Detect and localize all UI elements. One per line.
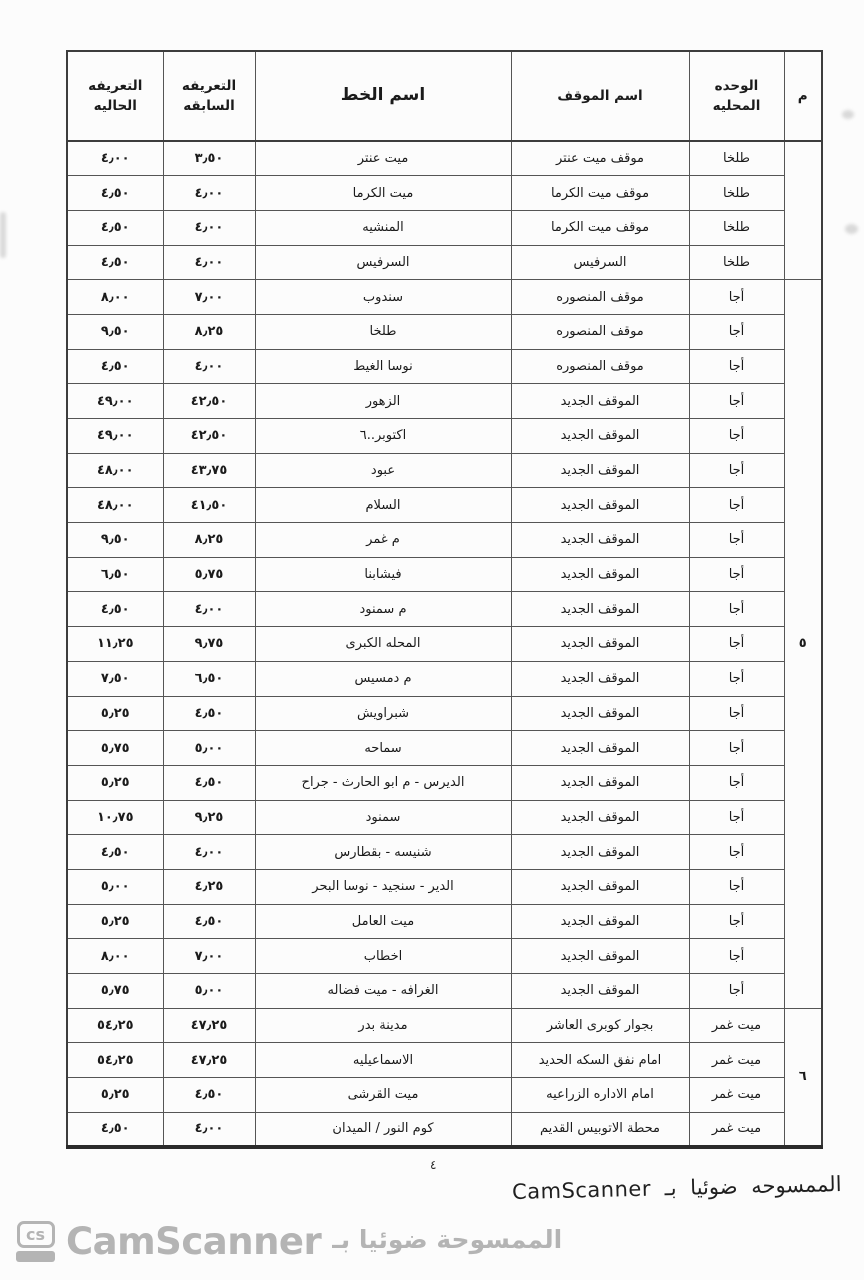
stop-cell: الموقف الجديد <box>511 557 689 592</box>
unit-cell: أجا <box>689 904 784 939</box>
line-cell: ميت الكرما <box>255 176 511 211</box>
stop-cell: الموقف الجديد <box>511 523 689 558</box>
unit-cell: أجا <box>689 453 784 488</box>
tariff-table-body <box>67 141 822 1147</box>
line-cell: نوسا الغيط <box>255 349 511 384</box>
curr-tariff-cell: ٤٨٫٠٠ <box>67 488 163 523</box>
prev-tariff-cell: ٤٫٥٠ <box>163 696 255 731</box>
curr-tariff-cell: ٧٫٥٠ <box>67 661 163 696</box>
unit-cell: أجا <box>689 314 784 349</box>
prev-tariff-cell: ٩٫٢٥ <box>163 800 255 835</box>
curr-tariff-cell: ٤٫٥٠ <box>67 1112 163 1147</box>
table-row <box>67 280 822 315</box>
curr-tariff-cell: ٥٫٠٠ <box>67 869 163 904</box>
stop-cell: موقف ميت الكرما <box>511 210 689 245</box>
camscanner-arabic-text: الممسوحة ضوئيا بـ <box>332 1225 563 1254</box>
scan-speck <box>845 224 858 234</box>
prev-tariff-cell: ٤٫٥٠ <box>163 765 255 800</box>
prev-tariff-cell: ٤١٫٥٠ <box>163 488 255 523</box>
curr-tariff-cell: ١٠٫٧٥ <box>67 800 163 835</box>
curr-tariff-cell: ٤٩٫٠٠ <box>67 384 163 419</box>
line-cell: فيشابنا <box>255 557 511 592</box>
table-row <box>67 141 822 176</box>
prev-tariff-cell: ٧٫٠٠ <box>163 939 255 974</box>
curr-tariff-cell: ٥٫٧٥ <box>67 974 163 1009</box>
table-row <box>67 800 822 835</box>
curr-tariff-cell: ٥٫٢٥ <box>67 696 163 731</box>
prev-tariff-cell: ٤٫٢٥ <box>163 869 255 904</box>
stop-cell: موقف ميت عنتر <box>511 141 689 176</box>
prev-tariff-cell: ٤٫٠٠ <box>163 1112 255 1147</box>
prev-tariff-cell: ٦٫٥٠ <box>163 661 255 696</box>
line-cell: طلخا <box>255 314 511 349</box>
unit-cell: أجا <box>689 627 784 662</box>
prev-tariff-cell: ٤٫٠٠ <box>163 592 255 627</box>
stop-cell: محطة الاتوبيس القديم <box>511 1112 689 1147</box>
unit-cell: أجا <box>689 419 784 454</box>
unit-cell: أجا <box>689 280 784 315</box>
line-cell: مدينة بدر <box>255 1008 511 1043</box>
table-row <box>67 1112 822 1147</box>
header-row <box>67 51 822 141</box>
prev-tariff-cell: ٨٫٢٥ <box>163 523 255 558</box>
unit-cell: طلخا <box>689 245 784 280</box>
line-cell: الزهور <box>255 384 511 419</box>
line-cell: سندوب <box>255 280 511 315</box>
line-cell: كوم النور / الميدان <box>255 1112 511 1147</box>
line-cell: سمنود <box>255 800 511 835</box>
line-cell: المحله الكبرى <box>255 627 511 662</box>
table-row <box>67 661 822 696</box>
camscanner-brand-text: CamScanner <box>66 1220 322 1263</box>
curr-tariff-cell: ٥٤٫٢٥ <box>67 1008 163 1043</box>
header-serial: م <box>784 51 822 141</box>
stop-cell: الموقف الجديد <box>511 869 689 904</box>
stop-cell: الموقف الجديد <box>511 627 689 662</box>
stop-cell: الموقف الجديد <box>511 765 689 800</box>
curr-tariff-cell: ٥٫٢٥ <box>67 1078 163 1113</box>
line-cell: شبراويش <box>255 696 511 731</box>
stop-cell: امام الاداره الزراعيه <box>511 1078 689 1113</box>
stop-cell: الموقف الجديد <box>511 974 689 1009</box>
stop-cell: السرفيس <box>511 245 689 280</box>
line-cell: شنيسه - بقطارس <box>255 835 511 870</box>
unit-cell: طلخا <box>689 210 784 245</box>
line-cell: م غمر <box>255 523 511 558</box>
prev-tariff-cell: ٧٫٠٠ <box>163 280 255 315</box>
prev-tariff-cell: ٣٫٥٠ <box>163 141 255 176</box>
table-row <box>67 974 822 1009</box>
curr-tariff-cell: ٦٫٥٠ <box>67 557 163 592</box>
line-cell: ميت القرشى <box>255 1078 511 1113</box>
unit-cell: أجا <box>689 592 784 627</box>
line-cell: السرفيس <box>255 245 511 280</box>
table-row <box>67 419 822 454</box>
camscanner-logo-cs-text: cs <box>17 1221 55 1248</box>
serial-cell: ٥ <box>784 280 822 1008</box>
table-row <box>67 1043 822 1078</box>
handwritten-camscanner-note: الممسوحه ضوئيا بـ CamScanner <box>512 1171 843 1205</box>
unit-cell: طلخا <box>689 141 784 176</box>
curr-tariff-cell: ٤٫٠٠ <box>67 141 163 176</box>
unit-cell: أجا <box>689 557 784 592</box>
unit-cell: أجا <box>689 661 784 696</box>
stop-cell: الموقف الجديد <box>511 661 689 696</box>
curr-tariff-cell: ٥٫٢٥ <box>67 765 163 800</box>
table-row <box>67 904 822 939</box>
unit-cell: ميت غمر <box>689 1112 784 1147</box>
unit-cell: أجا <box>689 835 784 870</box>
prev-tariff-cell: ٤٫٥٠ <box>163 904 255 939</box>
table-row <box>67 731 822 766</box>
unit-cell: أجا <box>689 939 784 974</box>
prev-tariff-cell: ٤٫٥٠ <box>163 1078 255 1113</box>
stop-cell: الموقف الجديد <box>511 731 689 766</box>
line-cell: اكتوبر..٦ <box>255 419 511 454</box>
table-row <box>67 1008 822 1043</box>
curr-tariff-cell: ٤٩٫٠٠ <box>67 419 163 454</box>
header-line-name: اسم الخط <box>255 51 511 141</box>
page-number: ٤ <box>430 1158 437 1172</box>
table-row <box>67 939 822 974</box>
header-local-unit: الوحده المحليه <box>689 51 784 141</box>
table-row <box>67 627 822 662</box>
header-stop-name: اسم الموقف <box>511 51 689 141</box>
unit-cell: أجا <box>689 696 784 731</box>
unit-cell: أجا <box>689 488 784 523</box>
curr-tariff-cell: ٤٫٥٠ <box>67 176 163 211</box>
stop-cell: الموقف الجديد <box>511 419 689 454</box>
unit-cell: أجا <box>689 384 784 419</box>
stop-cell: موقف المنصوره <box>511 280 689 315</box>
unit-cell: أجا <box>689 974 784 1009</box>
table-row <box>67 592 822 627</box>
curr-tariff-cell: ٥٫٢٥ <box>67 904 163 939</box>
table-row <box>67 245 822 280</box>
stop-cell: الموقف الجديد <box>511 488 689 523</box>
stop-cell: الموقف الجديد <box>511 835 689 870</box>
scan-speck <box>0 212 6 258</box>
prev-tariff-cell: ٤٫٠٠ <box>163 210 255 245</box>
unit-cell: أجا <box>689 765 784 800</box>
unit-cell: أجا <box>689 349 784 384</box>
line-cell: اخطاب <box>255 939 511 974</box>
line-cell: الغرافه - ميت فضاله <box>255 974 511 1009</box>
table-row <box>67 210 822 245</box>
stop-cell: الموقف الجديد <box>511 696 689 731</box>
curr-tariff-cell: ٩٫٥٠ <box>67 314 163 349</box>
prev-tariff-cell: ٥٫٠٠ <box>163 731 255 766</box>
header-previous-tariff: التعريفه السابقه <box>163 51 255 141</box>
prev-tariff-cell: ٤٣٫٧٥ <box>163 453 255 488</box>
stop-cell: الموقف الجديد <box>511 592 689 627</box>
curr-tariff-cell: ١١٫٢٥ <box>67 627 163 662</box>
table-row <box>67 488 822 523</box>
stop-cell: امام نفق السكه الحديد <box>511 1043 689 1078</box>
table-row <box>67 835 822 870</box>
prev-tariff-cell: ٤٢٫٥٠ <box>163 419 255 454</box>
table-row <box>67 1078 822 1113</box>
table-row <box>67 176 822 211</box>
unit-cell: أجا <box>689 731 784 766</box>
stop-cell: الموقف الجديد <box>511 939 689 974</box>
line-cell: م سمنود <box>255 592 511 627</box>
curr-tariff-cell: ٨٫٠٠ <box>67 280 163 315</box>
camscanner-watermark <box>16 1220 562 1263</box>
header-current-tariff: التعريفه الحاليه <box>67 51 163 141</box>
table-row <box>67 523 822 558</box>
table-row <box>67 696 822 731</box>
line-cell: عبود <box>255 453 511 488</box>
stop-cell: الموقف الجديد <box>511 453 689 488</box>
unit-cell: أجا <box>689 869 784 904</box>
prev-tariff-cell: ٤٧٫٢٥ <box>163 1008 255 1043</box>
table-row <box>67 557 822 592</box>
curr-tariff-cell: ٤٫٥٠ <box>67 210 163 245</box>
line-cell: م دمسيس <box>255 661 511 696</box>
curr-tariff-cell: ٤٫٥٠ <box>67 245 163 280</box>
curr-tariff-cell: ٥٫٧٥ <box>67 731 163 766</box>
stop-cell: موقف ميت الكرما <box>511 176 689 211</box>
camscanner-logo-base <box>16 1251 55 1262</box>
table-row <box>67 314 822 349</box>
unit-cell: طلخا <box>689 176 784 211</box>
unit-cell: أجا <box>689 800 784 835</box>
line-cell: ميت عنتر <box>255 141 511 176</box>
line-cell: الديرس - م ابو الحارث - جراح <box>255 765 511 800</box>
serial-cell <box>784 141 822 280</box>
table-row <box>67 349 822 384</box>
curr-tariff-cell: ٤٨٫٠٠ <box>67 453 163 488</box>
tariff-table-header <box>67 51 822 141</box>
stop-cell: بجوار كوبرى العاشر <box>511 1008 689 1043</box>
camscanner-logo-icon <box>16 1221 55 1262</box>
prev-tariff-cell: ٤٫٠٠ <box>163 835 255 870</box>
unit-cell: ميت غمر <box>689 1078 784 1113</box>
curr-tariff-cell: ٨٫٠٠ <box>67 939 163 974</box>
curr-tariff-cell: ٩٫٥٠ <box>67 523 163 558</box>
table-row <box>67 453 822 488</box>
unit-cell: أجا <box>689 523 784 558</box>
prev-tariff-cell: ٤٧٫٢٥ <box>163 1043 255 1078</box>
stop-cell: الموقف الجديد <box>511 800 689 835</box>
curr-tariff-cell: ٥٤٫٢٥ <box>67 1043 163 1078</box>
curr-tariff-cell: ٤٫٥٠ <box>67 349 163 384</box>
unit-cell: ميت غمر <box>689 1043 784 1078</box>
line-cell: الدير - سنجيد - نوسا البحر <box>255 869 511 904</box>
table-row <box>67 384 822 419</box>
prev-tariff-cell: ٨٫٢٥ <box>163 314 255 349</box>
line-cell: الاسماعيليه <box>255 1043 511 1078</box>
prev-tariff-cell: ٩٫٧٥ <box>163 627 255 662</box>
line-cell: المنشيه <box>255 210 511 245</box>
scan-speck <box>842 110 854 119</box>
stop-cell: الموقف الجديد <box>511 904 689 939</box>
stop-cell: موقف المنصوره <box>511 349 689 384</box>
stop-cell: موقف المنصوره <box>511 314 689 349</box>
stop-cell: الموقف الجديد <box>511 384 689 419</box>
prev-tariff-cell: ٤٫٠٠ <box>163 349 255 384</box>
curr-tariff-cell: ٤٫٥٠ <box>67 592 163 627</box>
prev-tariff-cell: ٤٫٠٠ <box>163 245 255 280</box>
line-cell: ميت العامل <box>255 904 511 939</box>
serial-cell: ٦ <box>784 1008 822 1147</box>
prev-tariff-cell: ٤٫٠٠ <box>163 176 255 211</box>
prev-tariff-cell: ٤٢٫٥٠ <box>163 384 255 419</box>
line-cell: سماحه <box>255 731 511 766</box>
tariff-table <box>66 50 823 1149</box>
prev-tariff-cell: ٥٫٧٥ <box>163 557 255 592</box>
curr-tariff-cell: ٤٫٥٠ <box>67 835 163 870</box>
prev-tariff-cell: ٥٫٠٠ <box>163 974 255 1009</box>
table-row <box>67 869 822 904</box>
table-row <box>67 765 822 800</box>
line-cell: السلام <box>255 488 511 523</box>
unit-cell: ميت غمر <box>689 1008 784 1043</box>
